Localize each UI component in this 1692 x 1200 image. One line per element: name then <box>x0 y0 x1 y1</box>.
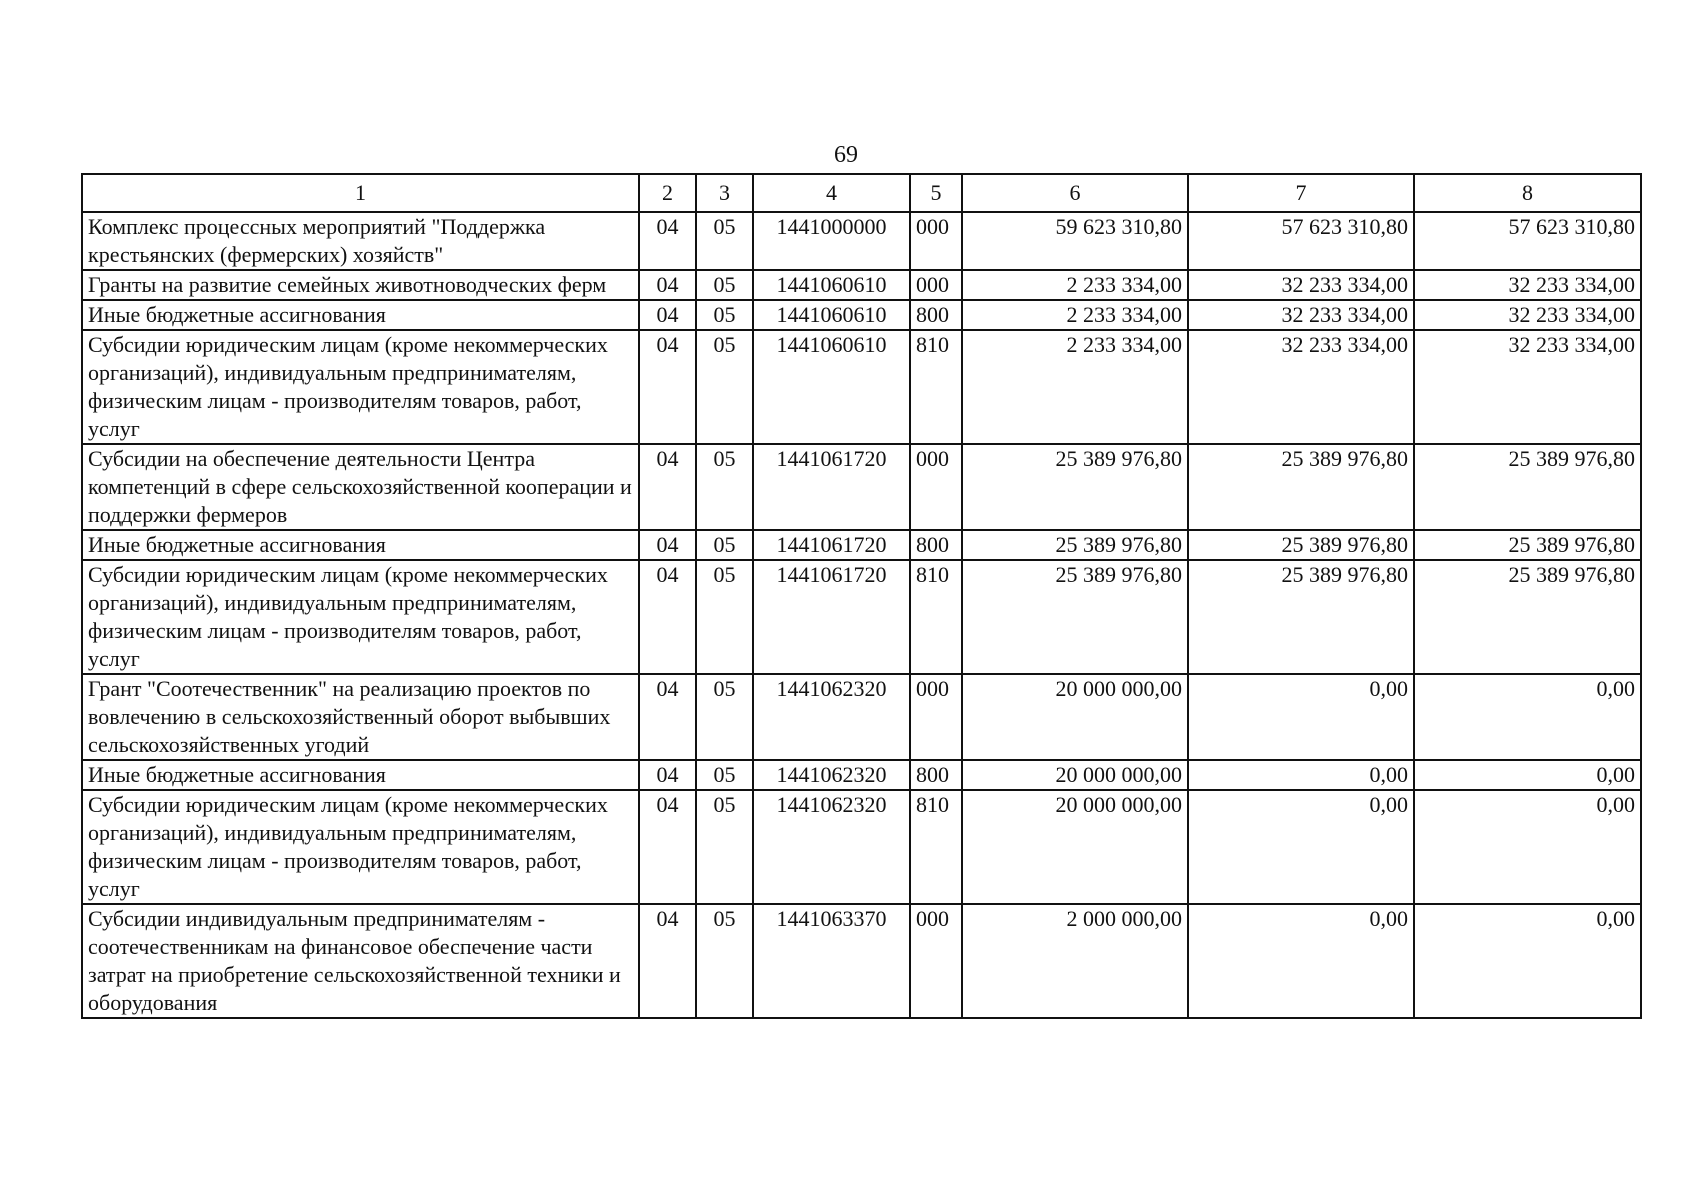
row-name: Комплекс процессных мероприятий "Поддержка крестьянских (фермерских) хозяйств" <box>82 212 639 270</box>
amount-year-1: 2 233 334,00 <box>962 300 1188 330</box>
section-code: 04 <box>639 330 696 444</box>
amount-year-3: 25 389 976,80 <box>1414 530 1641 560</box>
amount-year-3: 0,00 <box>1414 760 1641 790</box>
amount-year-1: 2 233 334,00 <box>962 330 1188 444</box>
amount-year-1: 20 000 000,00 <box>962 790 1188 904</box>
row-name: Грант "Соотечественник" на реализацию проектов по вовлечению в сельскохозяйственный оборот выбывших сельскохозяйственных угодий <box>82 674 639 760</box>
row-name: Иные бюджетные ассигнования <box>82 530 639 560</box>
expense-type-code: 000 <box>910 904 962 1018</box>
expense-type-code: 000 <box>910 674 962 760</box>
subsection-code: 05 <box>696 560 753 674</box>
amount-year-2: 0,00 <box>1188 760 1414 790</box>
table-row <box>82 300 1641 330</box>
subsection-code: 05 <box>696 300 753 330</box>
column-header: 7 <box>1188 174 1414 212</box>
target-item-code: 1441061720 <box>753 530 910 560</box>
expense-type-code: 000 <box>910 270 962 300</box>
amount-year-3: 25 389 976,80 <box>1414 444 1641 530</box>
column-header: 8 <box>1414 174 1641 212</box>
section-code: 04 <box>639 300 696 330</box>
column-header: 4 <box>753 174 910 212</box>
amount-year-3: 32 233 334,00 <box>1414 330 1641 444</box>
amount-year-1: 59 623 310,80 <box>962 212 1188 270</box>
amount-year-1: 2 000 000,00 <box>962 904 1188 1018</box>
table-row <box>82 270 1641 300</box>
target-item-code: 1441062320 <box>753 674 910 760</box>
amount-year-2: 0,00 <box>1188 674 1414 760</box>
amount-year-2: 32 233 334,00 <box>1188 330 1414 444</box>
table-row <box>82 560 1641 674</box>
section-code: 04 <box>639 790 696 904</box>
amount-year-2: 25 389 976,80 <box>1188 560 1414 674</box>
header-row <box>82 174 1641 212</box>
target-item-code: 1441000000 <box>753 212 910 270</box>
amount-year-1: 25 389 976,80 <box>962 530 1188 560</box>
table-row <box>82 212 1641 270</box>
section-code: 04 <box>639 760 696 790</box>
target-item-code: 1441060610 <box>753 270 910 300</box>
column-header: 6 <box>962 174 1188 212</box>
amount-year-1: 20 000 000,00 <box>962 674 1188 760</box>
amount-year-1: 20 000 000,00 <box>962 760 1188 790</box>
amount-year-2: 57 623 310,80 <box>1188 212 1414 270</box>
target-item-code: 1441062320 <box>753 790 910 904</box>
expense-type-code: 000 <box>910 212 962 270</box>
target-item-code: 1441061720 <box>753 560 910 674</box>
column-header: 3 <box>696 174 753 212</box>
amount-year-2: 25 389 976,80 <box>1188 444 1414 530</box>
amount-year-3: 0,00 <box>1414 904 1641 1018</box>
subsection-code: 05 <box>696 330 753 444</box>
section-code: 04 <box>639 270 696 300</box>
target-item-code: 1441060610 <box>753 330 910 444</box>
amount-year-3: 0,00 <box>1414 790 1641 904</box>
expense-type-code: 810 <box>910 560 962 674</box>
row-name: Иные бюджетные ассигнования <box>82 760 639 790</box>
subsection-code: 05 <box>696 790 753 904</box>
amount-year-3: 0,00 <box>1414 674 1641 760</box>
expense-type-code: 800 <box>910 530 962 560</box>
target-item-code: 1441060610 <box>753 300 910 330</box>
table-row <box>82 760 1641 790</box>
table-row <box>82 674 1641 760</box>
table-row <box>82 530 1641 560</box>
amount-year-3: 32 233 334,00 <box>1414 300 1641 330</box>
amount-year-2: 0,00 <box>1188 904 1414 1018</box>
section-code: 04 <box>639 212 696 270</box>
amount-year-3: 57 623 310,80 <box>1414 212 1641 270</box>
amount-year-1: 25 389 976,80 <box>962 560 1188 674</box>
row-name: Иные бюджетные ассигнования <box>82 300 639 330</box>
row-name: Субсидии юридическим лицам (кроме некоммерческих организаций), индивидуальным предпринимателям, физическим лицам - производителям товаров, работ, услуг <box>82 560 639 674</box>
section-code: 04 <box>639 530 696 560</box>
amount-year-3: 32 233 334,00 <box>1414 270 1641 300</box>
amount-year-2: 32 233 334,00 <box>1188 300 1414 330</box>
column-header: 1 <box>82 174 639 212</box>
target-item-code: 1441063370 <box>753 904 910 1018</box>
row-name: Субсидии индивидуальным предпринимателям - соотечественникам на финансовое обеспечение части затрат на приобретение сельскохозяйственной техники и оборудования <box>82 904 639 1018</box>
target-item-code: 1441061720 <box>753 444 910 530</box>
subsection-code: 05 <box>696 760 753 790</box>
section-code: 04 <box>639 904 696 1018</box>
table-row <box>82 444 1641 530</box>
subsection-code: 05 <box>696 904 753 1018</box>
expense-type-code: 000 <box>910 444 962 530</box>
subsection-code: 05 <box>696 674 753 760</box>
subsection-code: 05 <box>696 444 753 530</box>
row-name: Субсидии юридическим лицам (кроме некоммерческих организаций), индивидуальным предпринимателям, физическим лицам - производителям товаров, работ, услуг <box>82 330 639 444</box>
row-name: Гранты на развитие семейных животноводческих ферм <box>82 270 639 300</box>
amount-year-3: 25 389 976,80 <box>1414 560 1641 674</box>
amount-year-2: 32 233 334,00 <box>1188 270 1414 300</box>
section-code: 04 <box>639 444 696 530</box>
target-item-code: 1441062320 <box>753 760 910 790</box>
table-row <box>82 904 1641 1018</box>
subsection-code: 05 <box>696 270 753 300</box>
amount-year-1: 25 389 976,80 <box>962 444 1188 530</box>
amount-year-2: 25 389 976,80 <box>1188 530 1414 560</box>
row-name: Субсидии юридическим лицам (кроме некоммерческих организаций), индивидуальным предпринимателям, физическим лицам - производителям товаров, работ, услуг <box>82 790 639 904</box>
row-name: Субсидии на обеспечение деятельности Центра компетенций в сфере сельскохозяйственной кооперации и поддержки фермеров <box>82 444 639 530</box>
section-code: 04 <box>639 674 696 760</box>
page-number: 69 <box>834 142 858 168</box>
amount-year-1: 2 233 334,00 <box>962 270 1188 300</box>
expense-type-code: 810 <box>910 330 962 444</box>
subsection-code: 05 <box>696 212 753 270</box>
expense-type-code: 810 <box>910 790 962 904</box>
table-row <box>82 330 1641 444</box>
column-header: 5 <box>910 174 962 212</box>
subsection-code: 05 <box>696 530 753 560</box>
section-code: 04 <box>639 560 696 674</box>
budget-table <box>81 173 1642 1019</box>
expense-type-code: 800 <box>910 760 962 790</box>
expense-type-code: 800 <box>910 300 962 330</box>
amount-year-2: 0,00 <box>1188 790 1414 904</box>
table-row <box>82 790 1641 904</box>
column-header: 2 <box>639 174 696 212</box>
